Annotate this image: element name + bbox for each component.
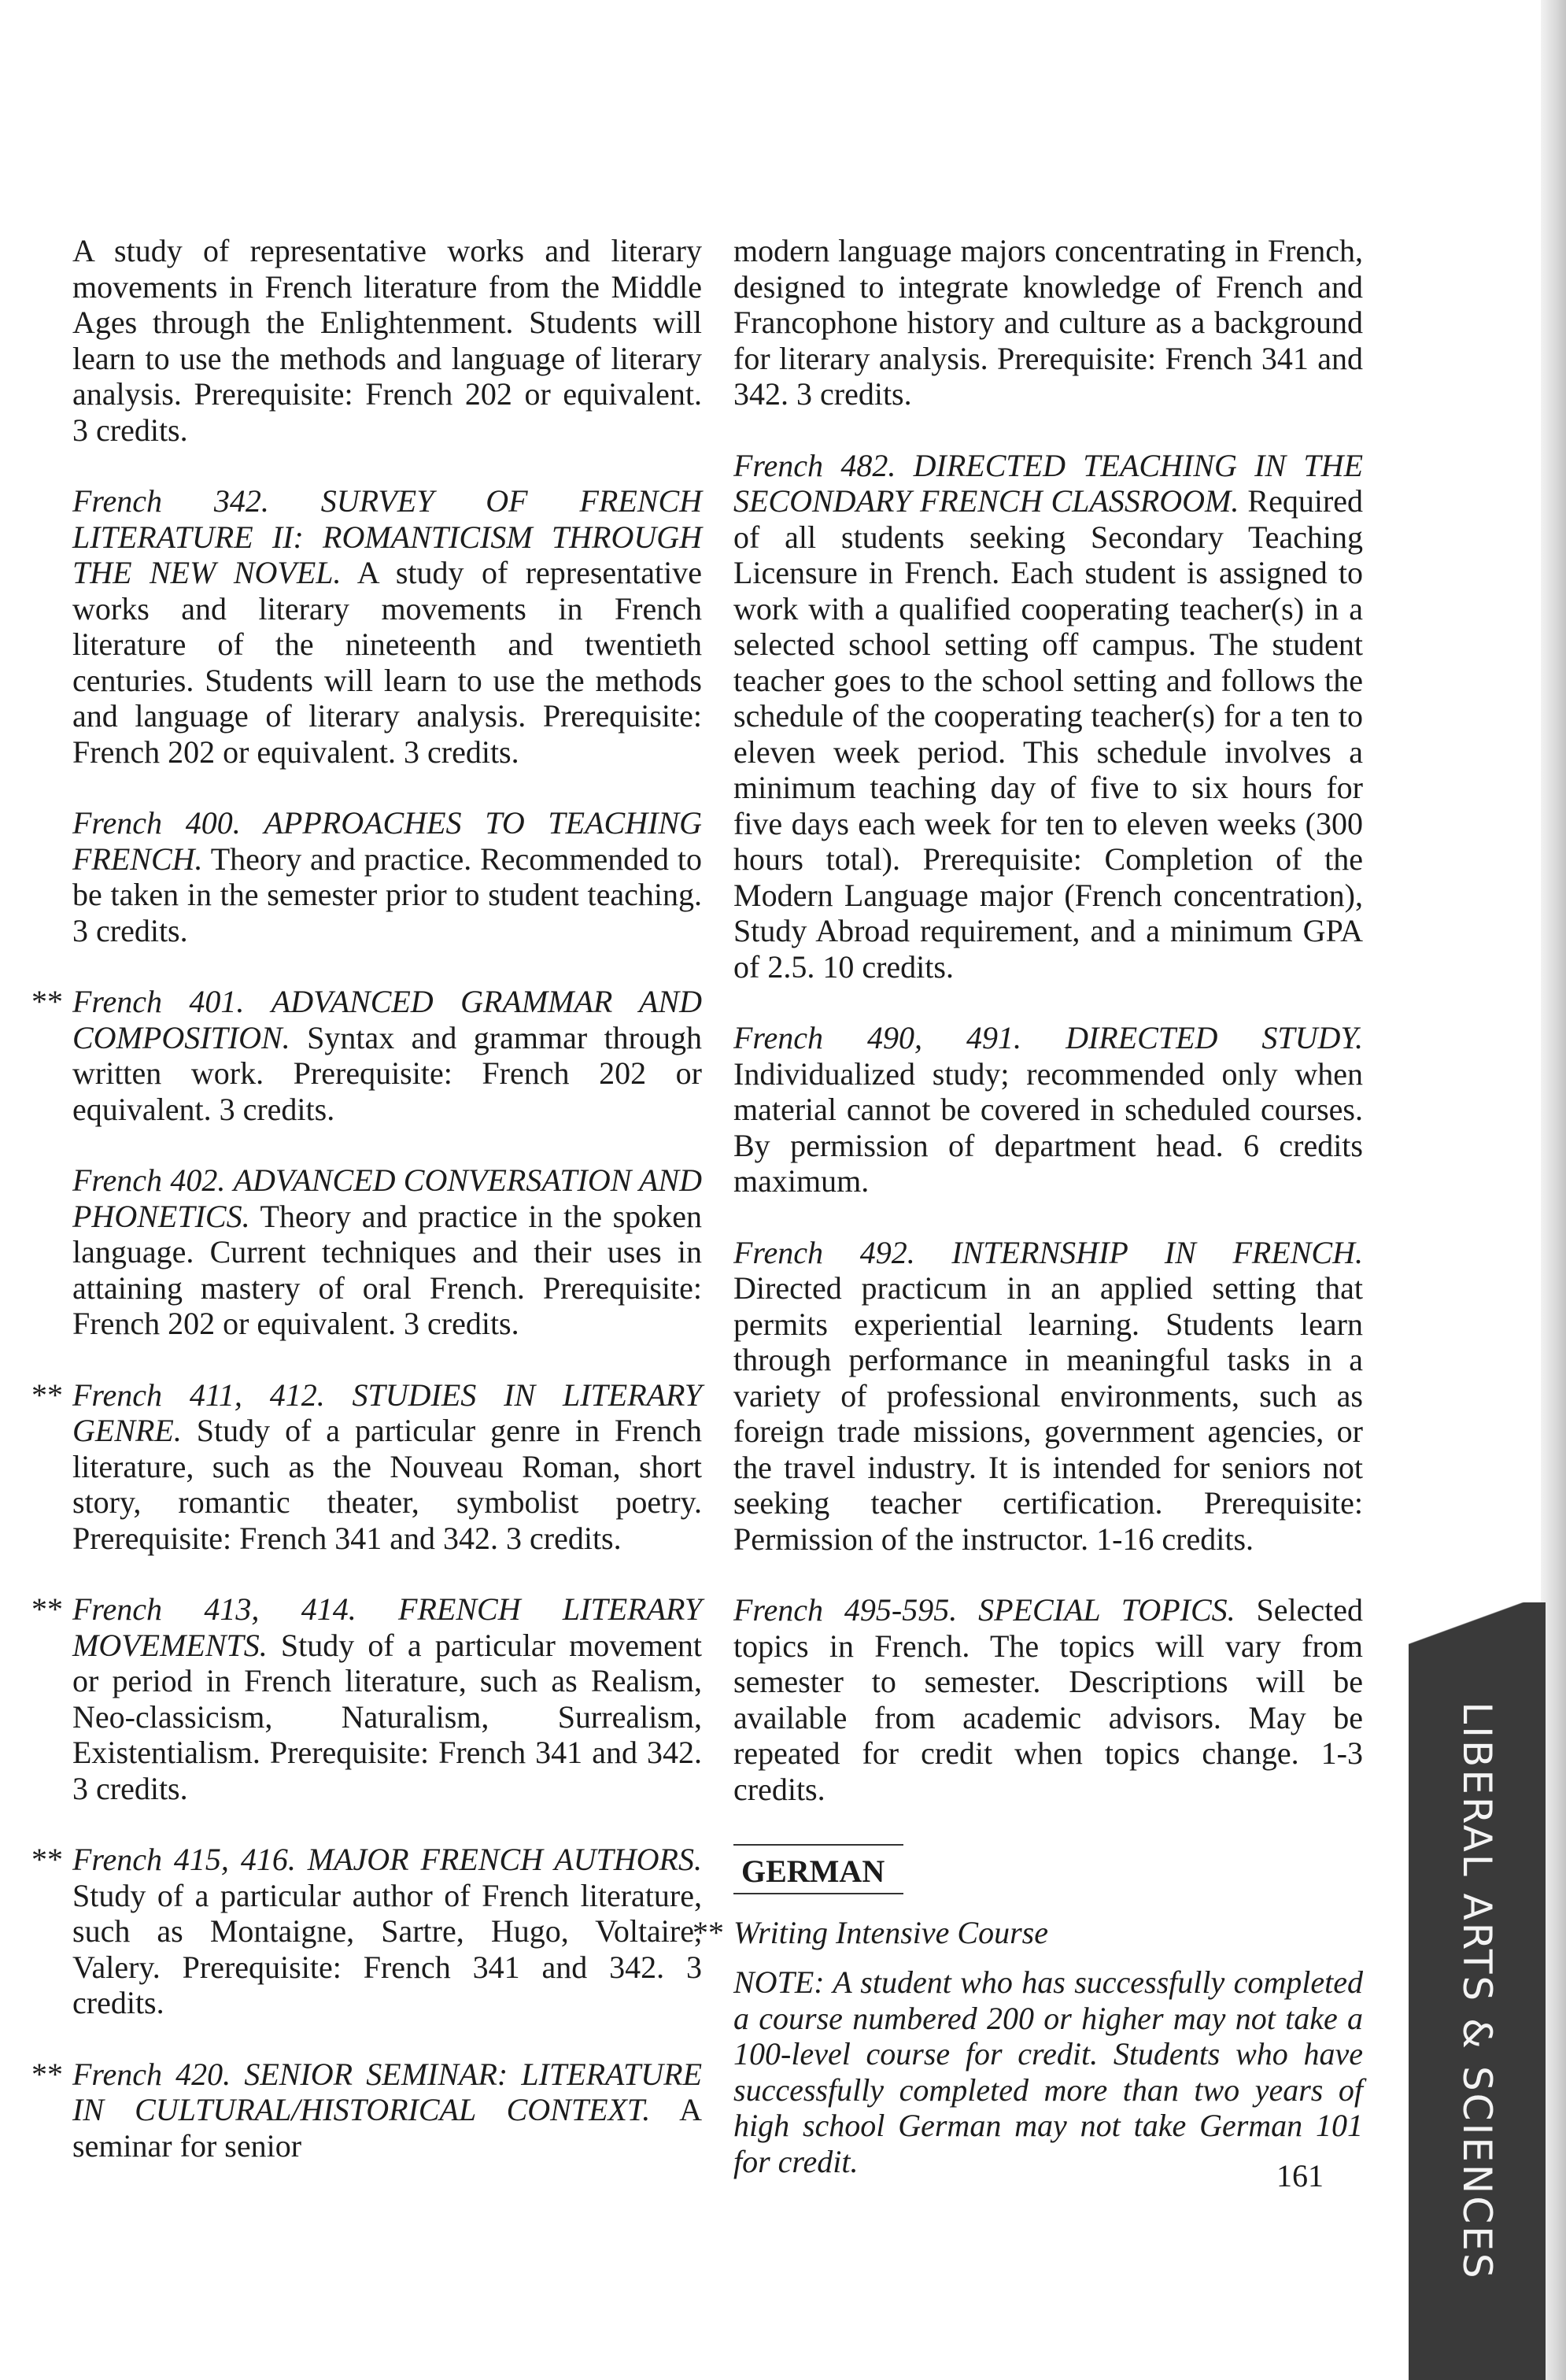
course-title: APPROACHES TO TEACHING FRENCH. (72, 805, 702, 877)
course-entry-french-411-412 (31, 1377, 703, 1557)
course-number: French 413, 414. (72, 1591, 356, 1627)
course-title: DIRECTED TEACHING IN THE SECONDARY FRENCH CLASSROOM. (733, 447, 1364, 519)
course-description: modern language majors concentrating in French, designed to integrate knowledge of French and Francophone history and culture as a background for literary analysis. Prerequisite: French 341 and 342. 3 credits. (733, 233, 1363, 412)
course-description: Study of a particular movement or period in French literature, such as Realism, Neo-classicism, Naturalism, Surrealism, Existentialism. Prerequisite: French 341 and 342. 3 credits. (72, 1627, 702, 1806)
writing-intensive-marker: ** (31, 2056, 63, 2092)
course-description: Theory and practice in the spoken language. Current techniques and their uses in attaining mastery of oral French. Prerequisite: French 202 or equivalent. 3 credits. (72, 1198, 703, 1341)
course-description: A seminar for senior (72, 2092, 703, 2164)
course-description: A study of representative works and literary movements in French literature of the nineteenth and twentieth centuries. Students will learn to use the methods and language of literary analysis. Prerequisite: French 202 or equivalent. 3 credits. (72, 555, 703, 770)
course-title: STUDIES IN LITERARY GENRE. (72, 1377, 703, 1448)
course-entry-french-415-416 (31, 1842, 702, 2021)
course-title: DIRECTED STUDY. (1066, 1020, 1363, 1055)
writing-intensive-marker: ** (31, 1591, 63, 1627)
course-entry-french-400 (72, 805, 702, 948)
course-entry-french-495-595 (733, 1592, 1363, 1807)
page-number: 161 (1276, 2158, 1324, 2193)
course-description: Syntax and grammar through written work. Prerequisite: French 202 or equivalent. 3 credits. (72, 1019, 702, 1127)
course-title: ADVANCED GRAMMAR AND COMPOSITION. (72, 984, 702, 1055)
course-entry-continued (72, 233, 702, 448)
course-title: FRENCH LITERARY MOVEMENTS. (72, 1591, 702, 1663)
course-title: MAJOR FRENCH AUTHORS. (307, 1842, 702, 1877)
course-entry-french-401 (31, 984, 702, 1127)
course-entry-french-482 (733, 448, 1363, 985)
legend-marker: ** (693, 1914, 724, 1950)
course-title: SPECIAL TOPICS. (978, 1592, 1235, 1628)
section-heading-german: GERMAN (733, 1844, 903, 1894)
course-description: Study of a particular genre in French literature, such as the Nouveau Roman, short story, romantic theater, symbolist poetry. Prerequisite: French 341 and 342. 3 credits. (72, 1413, 702, 1556)
right-column (693, 233, 1364, 2179)
course-number: French 401. (72, 984, 245, 1019)
writing-intensive-legend (693, 1914, 1363, 1951)
course-number: French 400. (72, 805, 241, 841)
writing-intensive-marker: ** (31, 1377, 63, 1413)
section-thumb-tab (1409, 1602, 1546, 2380)
course-description: Required of all students seeking Secondary Teaching Licensure in French. Each student is assigned to work with a qualified cooperating teacher(s) in a selected school setting off campus. The student teacher goes to the school setting and follows the schedule of the cooperating teacher(s) for a ten to eleven week period. This schedule involves a minimum teaching day of five to six hours for five days each week for ten to eleven weeks (300 hours total). Prerequisite: Completion of the Modern Language major (French concentration), Study Abroad requirement, and a minimum GPA of 2.5. 10 credits. (733, 483, 1364, 985)
course-description: Study of a particular author of French literature, such as Montaigne, Sartre, Hugo, Voltaire, Valery. Prerequisite: French 341 and 342. 3 credits. (72, 1877, 702, 2020)
course-number: French 411, 412. (72, 1377, 325, 1413)
course-entry-french-490-491 (733, 1020, 1363, 1199)
course-entry-french-342 (72, 483, 702, 770)
course-title: INTERNSHIP IN FRENCH. (951, 1234, 1363, 1270)
course-title: SURVEY OF FRENCH LITERATURE II: ROMANTICISM THROUGH THE NEW NOVEL. (72, 483, 703, 590)
course-description: Directed practicum in an applied setting that permits experiential learning. Students learn through performance in meaningful tasks in a variety of professional environments, such as foreign trade missions, government agencies, or the travel industry. It is intended for seniors not seeking teacher certification. Prerequisite: Permission of the instructor. 1-16 credits. (733, 1270, 1363, 1557)
course-number: French 492. (733, 1234, 915, 1270)
course-description: Selected topics in French. The topics will vary from semester to semester. Descriptions will be available from academic advisors. May be repeated for credit when topics change. 1-3 credits. (733, 1592, 1364, 1807)
course-number: French 415, 416. (72, 1842, 296, 1877)
course-entry-french-420-continued (733, 233, 1363, 412)
course-number: French 495-595. (733, 1592, 958, 1628)
course-description: Theory and practice. Recommended to be taken in the semester prior to student teaching. 3 credits. (72, 841, 702, 948)
left-column (31, 233, 703, 2199)
german-placement-note: NOTE: A student who has successfully completed a course numbered 200 or higher may not take a 100-level course for credit. Students who have successfully completed more than two years of high school German may not take German 101 for credit. (733, 1964, 1363, 2179)
thumb-tab-label: LIBERAL ARTS & SCIENCES (1454, 1702, 1500, 2281)
course-number: French 402. (72, 1162, 226, 1198)
course-description: A study of representative works and literary movements in French literature from the Middle Ages through the Enlightenment. Students will learn to use the methods and language of literary analysis. Prerequisite: French 202 or equivalent. 3 credits. (72, 233, 702, 448)
course-title: SENIOR SEMINAR: LITERATURE IN CULTURAL/HISTORICAL CONTEXT. (72, 2056, 703, 2127)
writing-intensive-marker: ** (31, 1842, 63, 1877)
course-number: French 482. (733, 447, 896, 483)
course-number: French 342. (72, 483, 269, 519)
course-entry-french-413-414 (31, 1591, 702, 1806)
course-title: ADVANCED CONVERSATION AND PHONETICS. (72, 1162, 702, 1234)
course-entry-french-492 (733, 1235, 1363, 1558)
course-description: Individualized study; recommended only when material cannot be covered in scheduled courses. By permission of department head. 6 credits maximum. (733, 1055, 1363, 1199)
writing-intensive-marker: ** (31, 984, 63, 1019)
legend-text: Writing Intensive Course (733, 1914, 1048, 1950)
course-entry-french-420 (31, 2056, 703, 2164)
course-number: French 420. (72, 2056, 231, 2092)
course-number: French 490, 491. (733, 1020, 1022, 1055)
course-entry-french-402 (72, 1162, 702, 1342)
